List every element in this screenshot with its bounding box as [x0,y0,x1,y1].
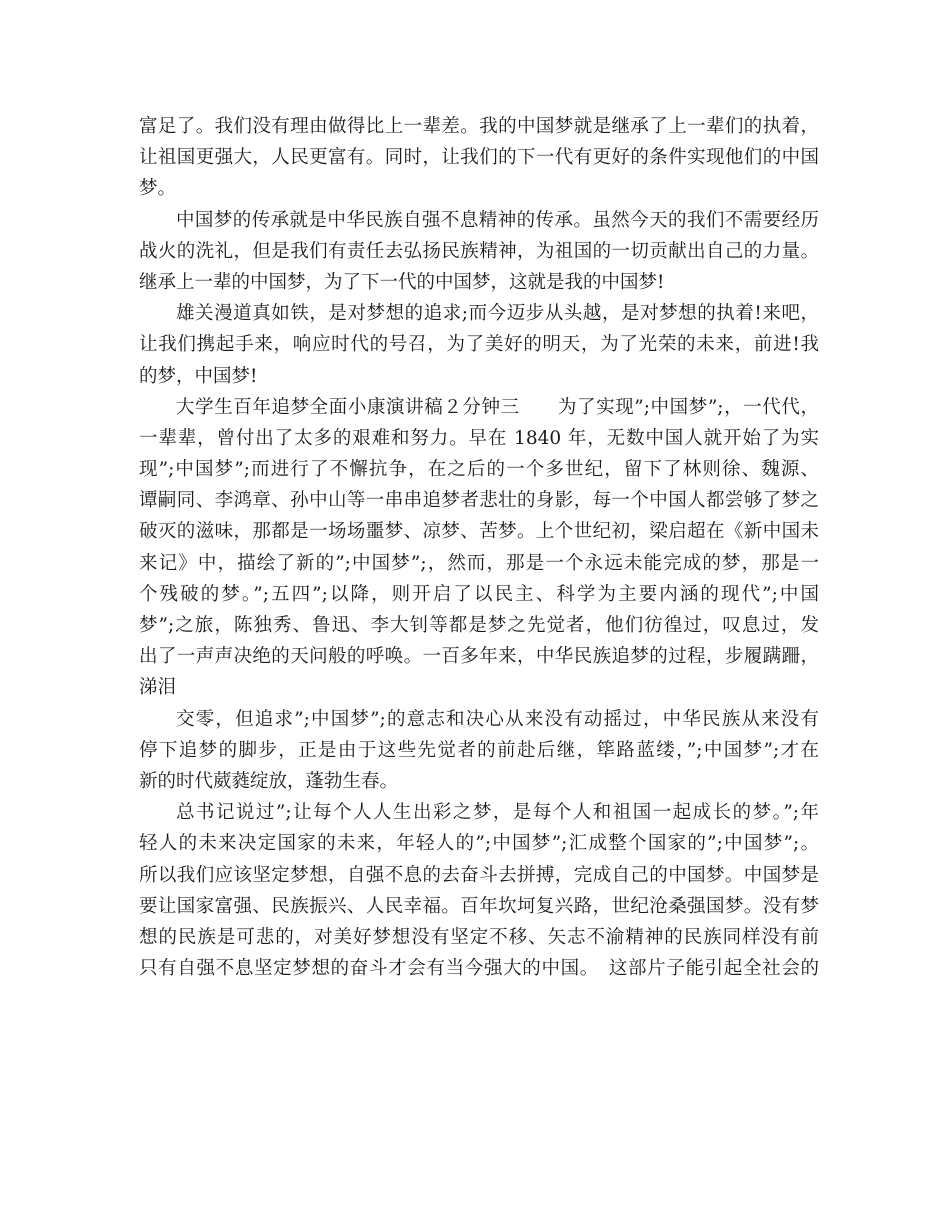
paragraph [139,704,819,798]
text-line: 出了一声声决绝的天问般的呼唤。一百多年来，中华民族追梦的过程，步履蹒跚， [139,646,819,668]
text-line: 新的时代葳蕤绽放，蓬勃生春。 [139,770,399,792]
text-line: 破灭的滋味，那都是一场场噩梦、凉梦、苦梦。上个世纪初，梁启超在《新中国未 [139,521,819,543]
text-line: 让祖国更强大，人民更富有。同时，让我们的下一代有更好的条件实现他们的中国 [139,147,819,169]
text-line: 要让国家富强、民族振兴、人民幸福。百年坎坷复兴路，世纪沧桑强国梦。没有梦 [139,895,819,917]
text-line: 想的民族是可悲的，对美好梦想没有坚定不移、矢志不渝精神的民族同样没有前 [139,926,819,948]
paragraph [139,111,819,205]
paragraph [139,392,819,704]
text-line: 只有自强不息坚定梦想的奋斗才会有当今强大的中国。 这部片子能引起全社会的 [139,958,819,980]
text-line: 所以我们应该坚定梦想，自强不息的去奋斗去拼搏，完成自己的中国梦。中国梦是 [139,864,819,886]
text-line: 一辈辈，曾付出了太多的艰难和努力。早在 1840 年，无数中国人就开始了为实 [139,427,819,449]
text-line: 梦”;之旅，陈独秀、鲁迅、李大钊等都是梦之先觉者，他们彷徨过，叹息过，发 [139,615,819,636]
text-line: 让我们携起手来，响应时代的号召，为了美好的明天，为了光荣的未来，前进!我 [139,334,819,356]
text-line: 继承上一辈的中国梦，为了下一代的中国梦，这就是我的中国梦! [139,271,665,293]
text-line: 交零，但追求”;中国梦”;的意志和决心从来没有动摇过，中华民族从来没有 [176,708,819,730]
text-line: 战火的洗礼，但是我们有责任去弘扬民族精神，为祖国的一切贡献出自己的力量。 [139,240,819,262]
text-line: 谭嗣同、李鸿章、孙中山等一串串追梦者悲壮的身影，每一个中国人都尝够了梦之 [139,490,819,512]
text-line: 停下追梦的脚步，正是由于这些先觉者的前赴后继，筚路蓝缕，”;中国梦”;才在 [139,739,819,761]
paragraph [139,205,819,299]
text-line: 大学生百年追梦全面小康演讲稿２分钟三 为了实现”;中国梦”;，一代代， [176,396,819,418]
text-line: 梦。 [139,178,177,200]
text-line: 轻人的未来决定国家的未来，年轻人的”;中国梦”;汇成整个国家的”;中国梦”;。 [139,833,819,855]
document-body [139,111,819,984]
text-line: 雄关漫道真如铁，是对梦想的追求;而今迈步从头越，是对梦想的执着!来吧， [176,303,819,325]
text-line: 总书记说过”;让每个人人生出彩之梦，是每个人和祖国一起成长的梦。”;年 [176,802,819,824]
text-line: 个残破的梦。”;五四”;以降，则开启了以民主、科学为主要内涵的现代”;中国 [139,583,819,605]
text-line: 的梦，中国梦! [139,365,258,387]
paragraph [139,298,819,392]
text-line: 现”;中国梦”;而进行了不懈抗争，在之后的一个多世纪，留下了林则徐、魏源、 [139,459,819,481]
text-line: 来记》中，描绘了新的”;中国梦”;，然而，那是一个永远未能完成的梦，那是一 [139,552,819,574]
text-line: 涕泪 [139,677,177,699]
text-line: 富足了。我们没有理由做得比上一辈差。我的中国梦就是继承了上一辈们的执着， [139,116,819,137]
text-line: 中国梦的传承就是中华民族自强不息精神的传承。虽然今天的我们不需要经历 [176,209,819,231]
paragraph [139,797,819,984]
